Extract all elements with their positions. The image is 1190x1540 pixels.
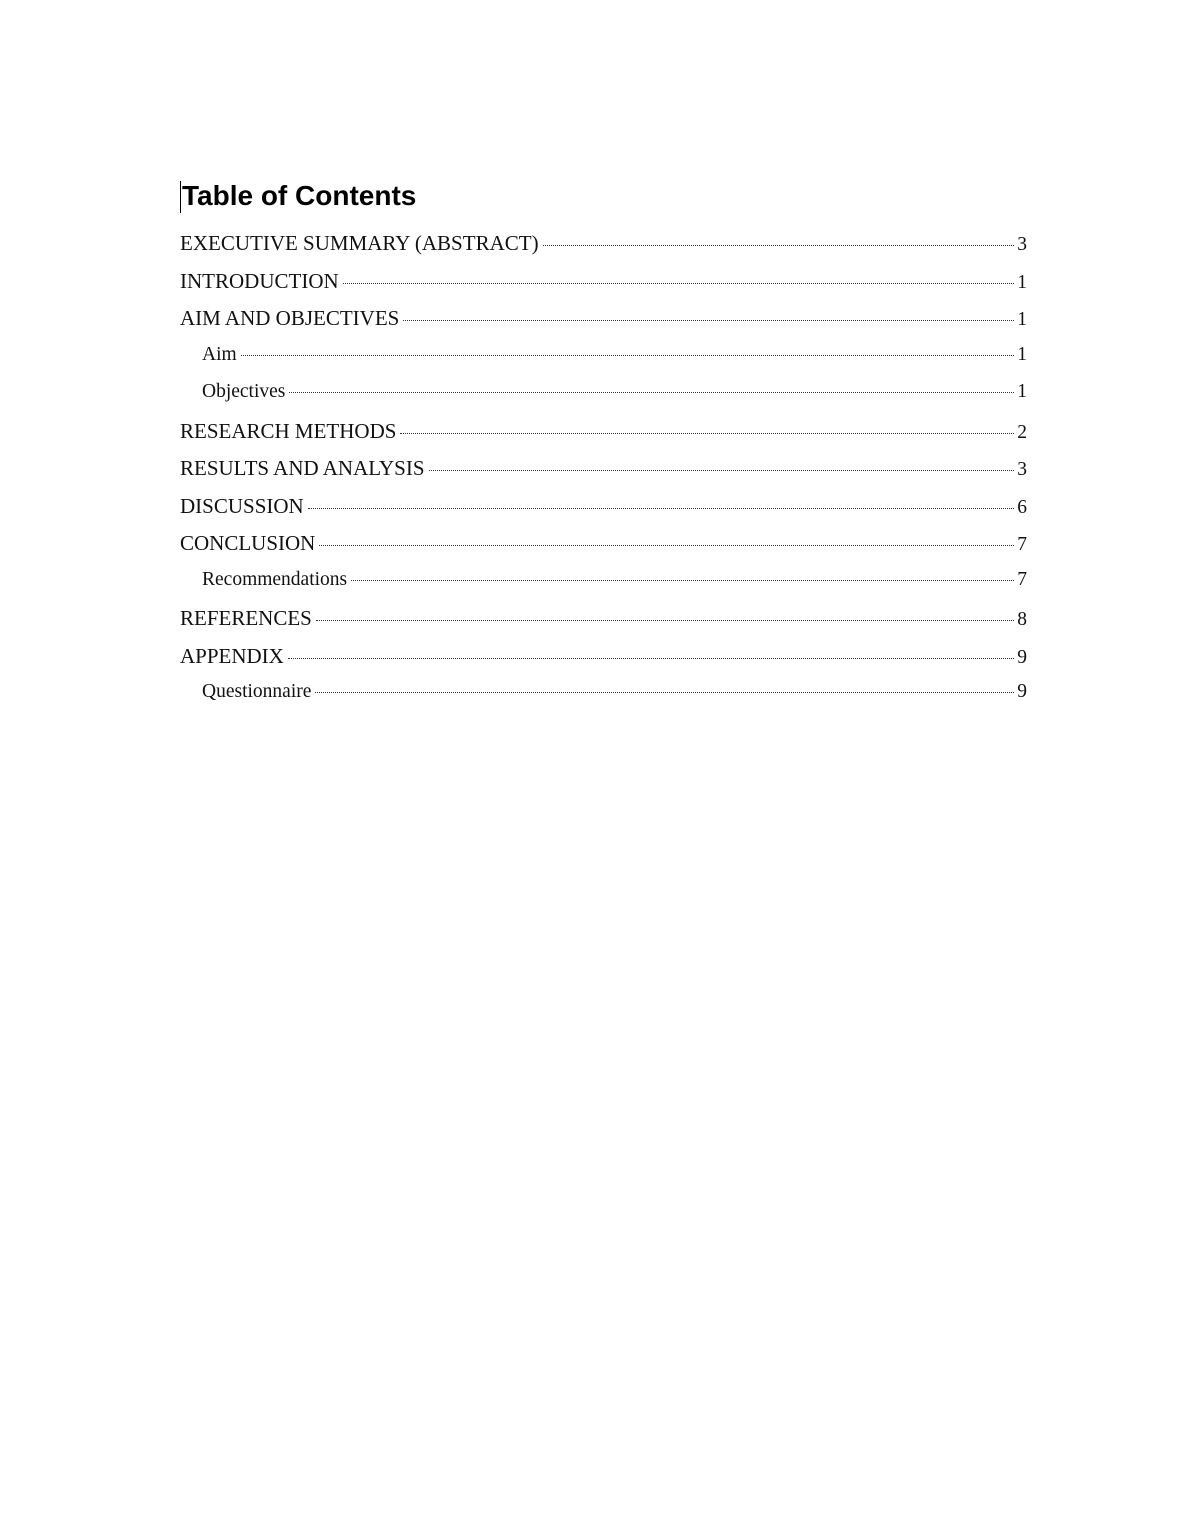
toc-entry-label: RESULTS AND ANALYSIS xyxy=(180,456,425,480)
dot-leader xyxy=(241,355,1015,356)
toc-entry-label: Recommendations xyxy=(202,568,348,590)
dot-leader xyxy=(288,658,1014,659)
dot-leader xyxy=(308,508,1015,509)
toc-page-number: 7 xyxy=(1017,534,1027,555)
toc-entry-label: Questionnaire xyxy=(202,681,312,702)
toc-page-number: 3 xyxy=(1017,234,1027,255)
toc-page-number: 8 xyxy=(1017,609,1027,630)
toc-page-number: 1 xyxy=(1017,381,1027,402)
dot-leader xyxy=(343,283,1015,284)
toc-entry-discussion[interactable] xyxy=(180,494,1027,532)
toc-entry-conclusion[interactable] xyxy=(180,531,1027,569)
toc-page-number: 9 xyxy=(1017,681,1027,702)
dot-leader xyxy=(403,320,1014,321)
dot-leader xyxy=(319,545,1014,546)
document-page xyxy=(180,178,1027,719)
toc-page-number: 2 xyxy=(1017,421,1027,443)
dot-leader xyxy=(315,692,1014,693)
toc-page-number: 1 xyxy=(1017,309,1027,330)
toc-page-number: 9 xyxy=(1017,646,1027,668)
toc-page-number: 6 xyxy=(1017,496,1027,518)
toc-entry-executive-summary[interactable] xyxy=(180,231,1027,269)
toc-entry-label: Objectives xyxy=(202,381,286,402)
toc-entry-objectives[interactable] xyxy=(180,381,1027,419)
toc-entry-label: DISCUSSION xyxy=(180,493,304,518)
dot-leader xyxy=(429,470,1015,471)
toc-page-number: 1 xyxy=(1017,343,1027,365)
toc-page-number: 3 xyxy=(1017,459,1027,480)
toc-entry-label: RESEARCH METHODS xyxy=(180,418,397,443)
toc-entry-label: Aim xyxy=(202,343,237,365)
toc-heading-text: Table of Contents xyxy=(182,180,417,211)
toc-entry-aim[interactable] xyxy=(180,344,1027,382)
dot-leader xyxy=(351,580,1014,581)
toc-entry-questionnaire[interactable] xyxy=(180,681,1027,719)
text-cursor xyxy=(180,181,181,213)
dot-leader xyxy=(543,245,1015,246)
toc-list xyxy=(180,231,1027,719)
dot-leader xyxy=(316,620,1014,621)
dot-leader xyxy=(289,392,1014,393)
dot-leader xyxy=(400,433,1014,434)
toc-entry-aim-and-objectives[interactable] xyxy=(180,306,1027,344)
toc-entry-research-methods[interactable] xyxy=(180,419,1027,457)
toc-entry-recommendations[interactable] xyxy=(180,569,1027,607)
toc-entry-appendix[interactable] xyxy=(180,644,1027,682)
toc-entry-label: REFERENCES xyxy=(180,606,312,630)
toc-entry-label: INTRODUCTION xyxy=(180,268,339,293)
toc-entry-introduction[interactable] xyxy=(180,269,1027,307)
toc-entry-label: CONCLUSION xyxy=(180,531,316,555)
toc-entry-label: AIM AND OBJECTIVES xyxy=(180,306,400,330)
toc-page-number: 1 xyxy=(1017,271,1027,293)
toc-entry-label: APPENDIX xyxy=(180,643,284,668)
toc-entry-results-and-analysis[interactable] xyxy=(180,456,1027,494)
toc-entry-label: EXECUTIVE SUMMARY (ABSTRACT) xyxy=(180,231,539,255)
toc-entry-references[interactable] xyxy=(180,606,1027,644)
toc-page-number: 7 xyxy=(1017,568,1027,590)
toc-heading[interactable] xyxy=(180,178,1027,214)
